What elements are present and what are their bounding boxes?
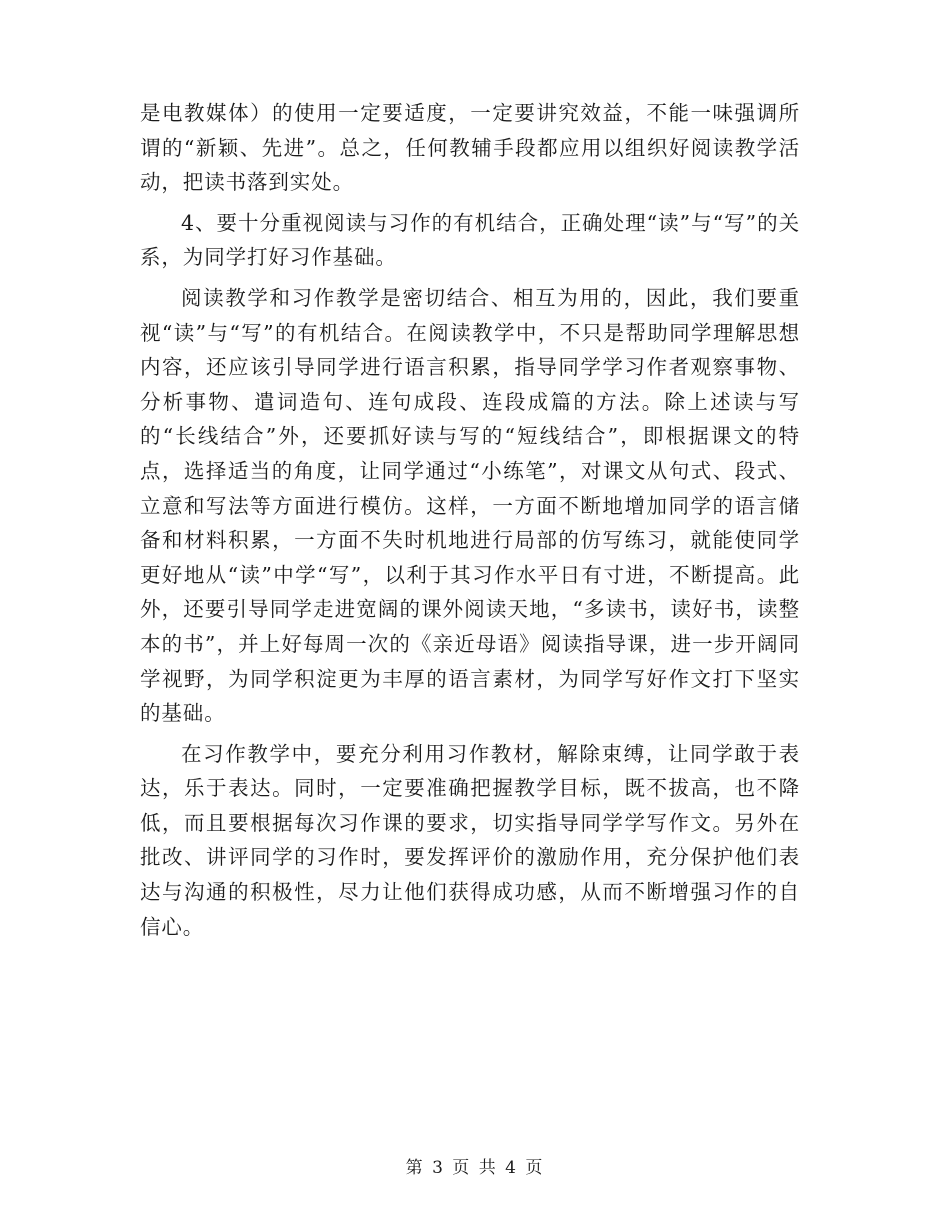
paragraph-point-4: 4、要十分重视阅读与习作的有机结合，正确处理“读”与“写”的关系，为同学打好习作基础。: [140, 210, 800, 270]
paragraph-writing-teaching: 在习作教学中，要充分利用习作教材，解除束缚，让同学敢于表达，乐于表达。同时，一定要准确把握教学目标，既不拔高，也不降低，而且要根据每次习作课的要求，切实指导同学学写作文。另外在批改、讲评同学的习作时，要发挥评价的激励作用，充分保护他们表达与沟通的积极性，尽力让他们获得成功感，从而不断增强习作的自信心。: [140, 741, 800, 939]
page-number-footer: 第 3 页 共 4 页: [405, 1158, 545, 1178]
paragraph-reading-writing: 阅读教学和习作教学是密切结合、相互为用的，因此，我们要重视“读”与“写”的有机结合。在阅读教学中，不只是帮助同学理解思想内容，还应该引导同学进行语言积累，指导同学学习作者观察事物、分析事物、遣词造句、连句成段、连段成篇的方法。除上述读与写的“长线结合”外，还要抓好读与写的“短线结合”，即根据课文的特点，选择适当的角度，让同学通过“小练笔”，对课文从句式、段式、立意和写法等方面进行模仿。这样，一方面不断地增加同学的语言储备和材料积累，一方面不失时机地进行局部的仿写练习，就能使同学更好地从“读”中学“写”，以利于其习作水平日有寸进，不断提高。此外，还要引导同学走进宽阔的课外阅读天地，“多读书，读好书，读整本的书”，并上好每周一次的《亲近母语》阅读指导课，进一步开阔同学视野，为同学积淀更为丰厚的语言素材，为同学写好作文打下坚实的基础。: [140, 285, 800, 726]
document-body: [140, 96, 800, 944]
paragraph-continued: 是电教媒体）的使用一定要适度，一定要讲究效益，不能一味强调所谓的“新颖、先进”。总之，任何教辅手段都应用以组织好阅读教学活动，把读书落到实处。: [140, 101, 800, 195]
